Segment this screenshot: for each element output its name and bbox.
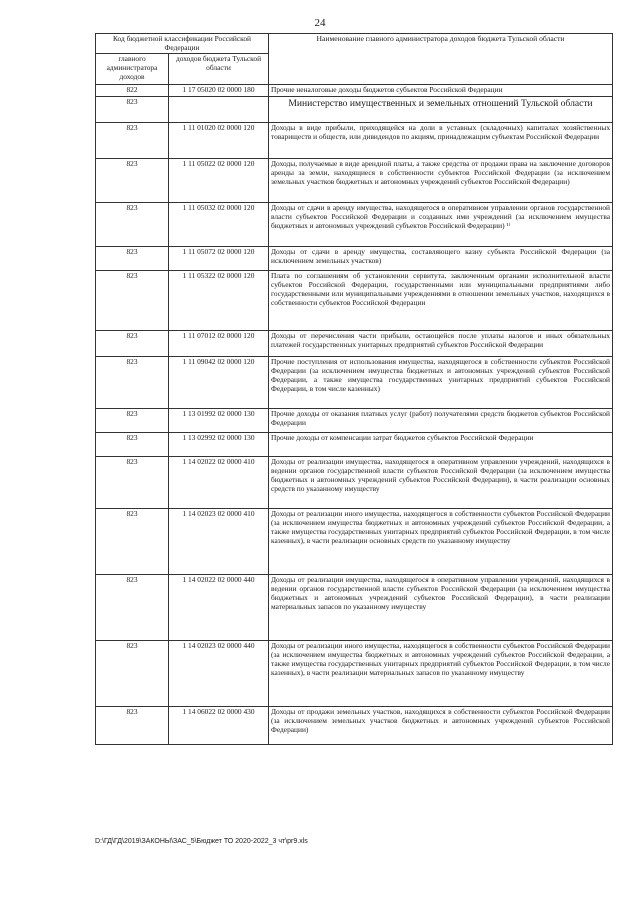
table-row [96,433,613,457]
revenue-code-cell: 1 14 02022 02 0000 410 [169,457,269,509]
admin-code-cell: 823 [96,97,169,123]
table-row [96,271,613,331]
table-row [96,203,613,247]
admin-code-cell: 823 [96,247,169,271]
revenue-code-cell: 1 14 06022 02 0000 430 [169,707,269,745]
revenue-name-cell: Доходы от продажи земельных участков, находящихся в собственности субъектов Российской Федерации (за исключением земельных участков бюджетных и автономных учреждений субъектов Российской Федерации) [269,707,613,745]
revenue-name-cell: Прочие поступления от использования имущества, находящегося в собственности субъектов Российской Федерации (за исключением имущества бюджетных и автономных учреждений субъектов Российской Федерации, а также имущества государственных унитарных предприятий субъектов Российской Федерации, в том числе казенных) [269,357,613,409]
admin-code-cell: 823 [96,271,169,331]
header-main-administrator: главного администратора доходов [96,54,169,85]
table-row [96,123,613,159]
table-row [96,159,613,203]
admin-code-cell: 823 [96,433,169,457]
admin-code-cell: 823 [96,409,169,433]
revenue-code-cell: 1 14 02022 02 0000 440 [169,575,269,641]
admin-code-cell: 823 [96,457,169,509]
admin-code-cell: 823 [96,357,169,409]
table-row [96,641,613,707]
revenue-name-cell: Доходы от перечисления части прибыли, остающейся после уплаты налогов и иных обязательных платежей государственных унитарных предприятий субъектов Российской Федерации [269,331,613,357]
admin-code-cell: 823 [96,331,169,357]
admin-code-cell: 823 [96,707,169,745]
revenue-name-cell: Прочие доходы от компенсации затрат бюджетов субъектов Российской Федерации [269,433,613,457]
admin-code-cell: 823 [96,123,169,159]
table-header-row-1 [96,34,613,54]
revenue-code-cell [169,97,269,123]
revenue-code-cell: 1 11 05322 02 0000 120 [169,271,269,331]
revenue-name-cell: Доходы от сдачи в аренду имущества, составляющего казну субъекта Российской Федерации (за исключением земельных участков) [269,247,613,271]
revenue-code-cell: 1 14 02023 02 0000 410 [169,509,269,575]
revenue-code-cell: 1 11 05072 02 0000 120 [169,247,269,271]
revenue-name-cell: Доходы от реализации иного имущества, находящегося в собственности субъектов Российской Федерации (за исключением имущества бюджетных и автономных учреждений субъектов Российской Федерации, а также имущества государственных унитарных предприятий субъектов Российской Федерации, в том числе казенных), в части реализации основных средств по указанному имуществу [269,509,613,575]
page-number: 24 [314,17,326,29]
revenue-name-cell: Прочие неналоговые доходы бюджетов субъектов Российской Федерации [269,85,613,97]
table-row [96,575,613,641]
admin-code-cell: 823 [96,641,169,707]
header-administrator-name: Наименование главного администратора доходов бюджета Тульской области [269,34,613,85]
revenue-name-cell: Доходы от реализации имущества, находящегося в оперативном управлении учреждений, находящихся в ведении органов государственной власти субъектов Российской Федерации (за исключением имущества бюджетных и автономных учреждений субъектов Российской Федерации), в части реализации основных средств по указанному имуществу [269,457,613,509]
revenue-code-cell: 1 13 01992 02 0000 130 [169,409,269,433]
header-revenue-code: доходов бюджета Тульской области [169,54,269,85]
admin-code-cell: 823 [96,509,169,575]
revenue-admin-table [95,33,613,745]
table-row [96,247,613,271]
table-row [96,457,613,509]
table-row [96,85,613,97]
admin-code-cell: 823 [96,575,169,641]
revenue-code-cell: 1 17 05020 02 0000 180 [169,85,269,97]
revenue-name-cell: Прочие доходы от оказания платных услуг (работ) получателями средств бюджетов субъектов Российской Федерации [269,409,613,433]
revenue-name-cell: Доходы от реализации имущества, находящегося в оперативном управлении учреждений, находящихся в ведении органов государственной власти субъектов Российской Федерации (за исключением имущества бюджетных и автономных учреждений субъектов Российской Федерации), в части реализации материальных запасов по указанному имуществу [269,575,613,641]
revenue-name-cell: Доходы от реализации иного имущества, находящегося в собственности субъектов Российской Федерации (за исключением имущества бюджетных и автономных учреждений субъектов Российской Федерации, а также имущества государственных унитарных предприятий субъектов Российской Федерации, в том числе казенных), в части реализации материальных запасов по указанному имуществу [269,641,613,707]
admin-code-cell: 823 [96,203,169,247]
revenue-code-cell: 1 11 01020 02 0000 120 [169,123,269,159]
admin-code-cell: 823 [96,159,169,203]
revenue-code-cell: 1 11 05022 02 0000 120 [169,159,269,203]
revenue-name-cell: Плата по соглашениям об установлении сервитута, заключенным органами исполнительной власти субъектов Российской Федерации, государственными или муниципальными предприятиями либо государственными или муниципальными учреждениями в отношении земельных участков, находящихся в собственности субъектов Российской Федерации [269,271,613,331]
table-row [96,331,613,357]
revenue-code-cell: 1 11 05032 02 0000 120 [169,203,269,247]
table-row [96,707,613,745]
table-row [96,409,613,433]
revenue-name-cell: Доходы от сдачи в аренду имущества, находящегося в оперативном управлении органов государственной власти субъектов Российской Федерации и созданных ими учреждений (за исключением имущества бюджетных и автономных учреждений субъектов Российской Федерации) ¹⁾ [269,203,613,247]
revenue-code-cell: 1 11 07012 02 0000 120 [169,331,269,357]
footer-file-path: D:\ГД\ГД\2019\ЗАКОНЫ\ЗАС_5\Бюджет ТО 2020-2022_3 чт\pr9.xls [95,838,308,845]
ministry-row [96,97,613,123]
revenue-name-cell: Доходы в виде прибыли, приходящейся на доли в уставных (складочных) капиталах хозяйственных товариществ и обществ, или дивидендов по акциям, принадлежащим субъектам Российской Федерации [269,123,613,159]
revenue-code-cell: 1 14 02023 02 0000 440 [169,641,269,707]
admin-code-cell: 822 [96,85,169,97]
header-budget-code-group: Код бюджетной классификации Российской Федерации [96,34,269,54]
revenue-code-cell: 1 13 02992 02 0000 130 [169,433,269,457]
revenue-code-cell: 1 11 09042 02 0000 120 [169,357,269,409]
revenue-name-cell: Доходы, получаемые в виде арендной платы, а также средства от продажи права на заключение договоров аренды за земли, находящиеся в собственности субъектов Российской Федерации (за исключением земельных участков бюджетных и автономных учреждений субъектов Российской Федерации) [269,159,613,203]
table-row [96,509,613,575]
table-row [96,357,613,409]
revenue-name-cell: Министерство имущественных и земельных отношений Тульской области [269,97,613,123]
